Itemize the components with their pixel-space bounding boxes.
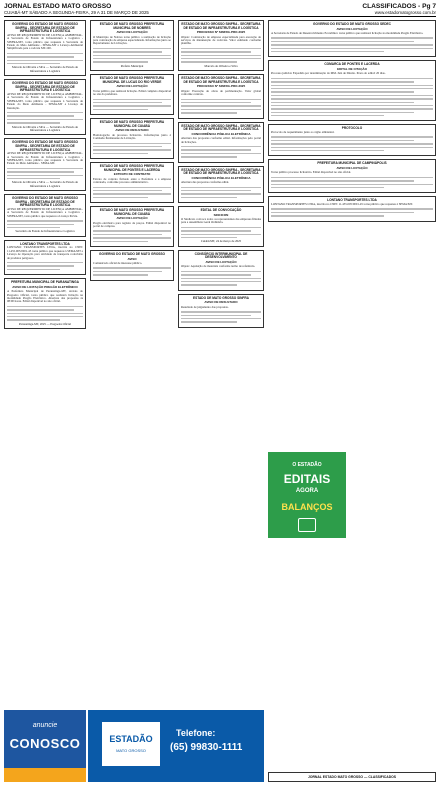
legal-notice xyxy=(4,20,86,76)
notice-subtitle: AVISO xyxy=(127,256,137,261)
telefone-number[interactable]: (65) 99830-1111 xyxy=(170,742,243,753)
notice-subtitle: AVISO DE LICITAÇÃO PREGÃO ELETRÔNICO xyxy=(12,284,78,289)
notice-title: ESTADO DE MATO GROSSO PREFEITURA MUNICIPAL DE LUCAS DO RIO VERDE xyxy=(99,76,165,84)
notice-subtitle: CONCORRÊNCIA PÚBLICA ELETRÔNICA xyxy=(191,175,251,180)
legal-notice xyxy=(90,206,174,247)
notice-text-lines xyxy=(271,208,433,216)
legal-notice xyxy=(4,138,86,191)
notice-subtitle: SINCICON xyxy=(213,212,229,217)
notice-body: Homologação de processo licitatório. Informações junto à Comissão Permanente de Licitação. xyxy=(93,132,171,141)
column-4 xyxy=(268,20,436,768)
notice-body: Abertura das propostas conforme edital. Informações pelo portal de licitações. xyxy=(181,136,261,144)
notice-signature: Paranatinga-MT, 2025 — Pregoeira Oficial xyxy=(18,321,71,326)
legal-notice xyxy=(4,240,86,275)
notice-body: Objeto: Execução de obras de pavimentação. Valor global conforme contrato. xyxy=(181,88,261,97)
notice-title: PROTOCOLO xyxy=(341,126,363,131)
notice-text-lines xyxy=(93,267,171,275)
notice-signature: Secretário de Estado de Infraestrutura e Logística xyxy=(15,229,75,234)
legal-notice xyxy=(178,166,264,204)
ad-anuncie-conosco[interactable] xyxy=(4,710,86,782)
ad-estadao-telefone[interactable] xyxy=(88,710,264,782)
notice-title: ESTADO DE MATO GROSSO PREFEITURA MUNICIPAL DE CUIABÁ xyxy=(99,120,165,128)
notice-body: LONTANO TRANSPORTES LTDA, inscrita no CNPJ: 11.455.005/0001-45 torna público que requereu à SEMA/MT a Licença de Operação para atividade de transporte rodoviário de produtos perigosos. xyxy=(7,245,83,260)
legal-notice xyxy=(178,122,264,163)
legal-notice xyxy=(90,20,174,71)
legal-notice xyxy=(4,194,86,237)
notice-signature: Cuiabá/MT, 24 de março de 2025 xyxy=(200,239,242,244)
notice-signature: Marcelo de Oliveira e Silva — Secretário de Estado de Infraestrutura e Logística xyxy=(12,180,78,188)
editais-line1: O ESTADÃO xyxy=(292,462,322,468)
legal-notice xyxy=(90,162,174,203)
notice-title: ESTADO DE MATO GROSSO SINFRA - SECRETARIA DE ESTADO DE INFRAESTRUTURA E LOGÍSTICA xyxy=(181,76,261,84)
ad-anuncie-line1: anuncie xyxy=(32,722,58,729)
notice-title: ESTADO DE MATO GROSSO SINFRA xyxy=(193,295,249,300)
notice-signature: Prefeito Municipal xyxy=(120,63,144,68)
notice-title: ESTADO DE MATO GROSSO SINFRA - SECRETARIA DE ESTADO DE INFRAESTRUTURA E LOGÍSTICA xyxy=(181,167,261,176)
legal-notice xyxy=(178,20,264,71)
notice-body: AVISO DE REQUERIMENTO DE LICENÇA AMBIENTAL. A Secretaria de Estado de Infraestrutura e Logística - SINFRA/MT, torna público que requereu à Secretaria de Estado do Meio Ambiente - SEMA-MT a Licença de Instalação. xyxy=(7,91,83,110)
notice-body: AVISO DE REQUERIMENTO DE LICENÇA AMBIENTAL. A Secretaria de Estado de Infraestrutura e Logística - SINFRA/MT, torna público que requereu a Licença Prévia. xyxy=(7,206,83,218)
notice-text-lines xyxy=(7,168,83,180)
notice-title: GOVERNO DO ESTADO DE MATO GROSSO SINFRA - SECRETARIA DE ESTADO DE INFRAESTRUTURA E LOGÍSTICA xyxy=(11,22,79,34)
notice-text-lines xyxy=(181,187,261,199)
notice-title: LONTANO TRANSPORTES LTDA xyxy=(20,241,70,246)
notice-text-lines xyxy=(7,306,83,321)
notice-subtitle: AVISO DE LICITAÇÃO xyxy=(205,260,237,265)
notice-body: Objeto: Aquisição de materiais conforme termo de referência. xyxy=(181,264,256,269)
notice-text-lines xyxy=(7,220,83,228)
notice-text-lines xyxy=(93,230,171,242)
legal-notice xyxy=(268,60,436,121)
notice-text-lines xyxy=(181,311,261,323)
notice-text-lines xyxy=(181,99,261,114)
notice-title: GOVERNO DO ESTADO DE MATO GROSSO xyxy=(98,252,166,257)
notice-subtitle: EDITAL DE CITAÇÃO xyxy=(337,66,367,71)
notice-subtitle: AVISO DE LICITAÇÃO xyxy=(116,216,148,221)
notice-title: GOVERNO DO ESTADO DE MATO GROSSO SEDEC xyxy=(313,22,391,26)
notice-body: Torna público processo licitatório. Edital disponível no site oficial. xyxy=(271,170,352,175)
notice-title: GOVERNO DO ESTADO DE MATO GROSSO SINFRA - SECRETARIA DE ESTADO DE INFRAESTRUTURA E LOGÍSTICA xyxy=(11,140,79,152)
notice-subtitle: AVISO DE RESULTADO xyxy=(204,300,238,305)
ad-stripe xyxy=(4,768,86,782)
notice-title: ESTADO DE MATO GROSSO PREFEITURA MUNICIPAL DE NOBRES xyxy=(99,22,165,30)
notice-text-lines xyxy=(93,187,171,199)
notice-subtitle: AVISO DE LICITAÇÃO xyxy=(116,30,148,35)
notice-signature: Marcelo de Oliveira e Silva xyxy=(204,63,238,68)
notice-subtitle: AVISO DE LICITAÇÃO xyxy=(116,84,148,89)
ad-anuncie-line2: CONOSCO xyxy=(9,736,81,751)
legal-notice xyxy=(178,74,264,118)
page-header xyxy=(4,3,436,17)
estadao-logo-sub: MATO GROSSO xyxy=(116,748,146,753)
notice-title: LONTANO TRANSPORTES LTDA xyxy=(327,198,377,203)
legal-notice xyxy=(4,278,86,329)
page-footer: JORNAL ESTADO MATO GROSSO — CLASSIFICADOS xyxy=(268,772,436,782)
notice-title: CONSÓRCIO INTERMUNICIPAL DE DESENVOLVIMENTO xyxy=(194,251,248,260)
notice-title: ESTADO DE MATO GROSSO SINFRA - SECRETARIA DE ESTADO DE INFRAESTRUTURA E LOGÍSTICA xyxy=(181,22,261,30)
notice-body: Pregão eletrônico para registro de preços. Edital disponível no portal de compras. xyxy=(93,220,171,229)
notice-text-lines xyxy=(93,48,171,63)
legal-notice xyxy=(4,79,86,135)
notice-body: AVISO DE REQUERIMENTO DE LICENÇA AMBIENTAL. A Secretaria de Estado de Infraestrutura e Logística - SINFRA/MT, torna público que requereu à Secretaria de Estado do Meio Ambiente - SEMA-MT. xyxy=(7,151,83,166)
website-link[interactable]: www.estadomatogrosso.com.br xyxy=(374,10,436,15)
notice-body: O Município de Nobres torna público a realização de licitação para contratação de empresa especializada. Informações junto ao Departamento de Licitações. xyxy=(93,34,171,46)
notice-title: ESTADO DE MATO GROSSO PREFEITURA MUNICIPAL DE CUIABÁ xyxy=(99,208,165,216)
notice-body: Protocolo de requerimento junto ao órgão ambiental. xyxy=(271,130,335,135)
notice-text-lines xyxy=(7,53,83,65)
editais-line3: AGORA xyxy=(295,488,319,494)
legal-notice xyxy=(268,124,436,156)
notice-title: GOVERNO DO ESTADO DE MATO GROSSO SINFRA - SECRETARIA DE ESTADO DE INFRAESTRUTURA E LOGÍSTICA xyxy=(11,196,79,208)
notice-signature: Marcelo de Oliveira e Silva — Secretário de Estado de Infraestrutura e Logística xyxy=(12,65,78,73)
legal-notice xyxy=(268,20,436,57)
notice-subtitle: PROCESSO Nº SINFRA-PRO-2025 xyxy=(196,30,246,35)
notice-title: ESTADO DE MATO GROSSO SINFRA - SECRETARIA DE ESTADO DE INFRAESTRUTURA E LOGÍSTICA xyxy=(181,123,261,132)
dateline: CUIABÁ-MT SÁBADO A SEGUNDA-FEIRA, 29 A 31 DE MARÇO DE 2025 xyxy=(4,10,149,15)
notice-body: Torna público que realizará licitação. Edital completo disponível no site da prefeitura. xyxy=(93,88,171,97)
estadao-logo-badge xyxy=(102,722,160,766)
notice-signature: Marcelo de Oliveira e Silva — Secretário de Estado de Infraestrutura e Logística xyxy=(12,124,78,132)
legal-notice xyxy=(178,250,264,291)
notice-body: Abertura das propostas conforme edital. xyxy=(181,180,230,185)
notice-body: AVISO DE REQUERIMENTO DE LICENÇA AMBIENTAL. A Secretaria de Estado de Infraestrutura e Logística - SINFRA/MT, torna público que requereu à Secretaria de Estado do Meio Ambiente - SEMA-MT a Licença Ambiental Simplificada para a rodovia MT-100. xyxy=(7,32,83,51)
notice-title: ESTADO DE MATO GROSSO PREFEITURA MUNICIPAL DE PONTES E LACERDA xyxy=(99,164,165,172)
notice-body: O Sindicato convoca todos os representantes das empresas filiadas para a Assembleia Geral Ordinária. xyxy=(181,217,261,225)
notice-title: PREFEITURA MUNICIPAL DE CAMPINÁPOLIS xyxy=(317,161,387,166)
notice-subtitle: EXTRATO DE CONTRATO xyxy=(113,172,151,177)
column-1 xyxy=(4,20,86,706)
notice-body: A Secretaria de Estado de Desenvolvimento Econômico torna público que realizará licitação na modalidade Pregão Eletrônico. xyxy=(271,31,424,35)
legal-notice xyxy=(90,118,174,159)
editais-line2: EDITAIS xyxy=(283,472,331,486)
notice-body: Extrato de contrato firmado entre a Prefeitura e a empresa contratada, conforme processo administrativo. xyxy=(93,176,171,185)
notice-text-lines xyxy=(271,78,433,117)
telefone-label: Telefone: xyxy=(176,728,216,738)
estadao-logo: ESTADÃO xyxy=(109,734,153,744)
notice-text-lines xyxy=(93,99,171,111)
legal-notice xyxy=(90,74,174,115)
notice-body: A Prefeitura Municipal de Paranatinga-MT, através do Pregoeiro Oficial, torna público que realizará licitação na modalidade Pregão Eletrônico. Abertura das propostas às 08:00 horas. Edital disponível no site oficial. xyxy=(7,289,83,304)
notice-subtitle: AVISO DE LICITAÇÃO xyxy=(336,26,368,31)
notice-text-lines xyxy=(93,143,171,155)
notice-title: GOVERNO DO ESTADO DE MATO GROSSO SINFRA - SECRETARIA DE ESTADO DE INFRAESTRUTURA E LOGÍSTICA xyxy=(11,81,79,93)
ad-editais-balancos[interactable] xyxy=(268,452,346,538)
notice-body: LONTANO TRANSPORTES LTDA, inscrita no CNPJ: 11.455.005/0001-45 torna público que requereu à SEMA/MT. xyxy=(271,201,413,206)
legal-notice xyxy=(268,196,436,221)
editais-line4: BALANÇOS xyxy=(281,502,333,512)
notice-body: Resultado de julgamento das propostas. xyxy=(181,304,229,309)
notice-title: EDITAL DE CONVOCAÇÃO xyxy=(200,208,242,213)
notice-title: COMARCA DE PONTES E LACERDA xyxy=(324,62,380,67)
notice-body: Objeto: Contratação de empresa especializada para execução de serviços de manutenção de rodovias. Valor estimado conforme planilha. xyxy=(181,34,261,46)
notice-subtitle: PROCESSO Nº SINFRA-PRO-2025 xyxy=(196,84,246,89)
notice-subtitle: AVISO DE RESULTADO xyxy=(115,128,149,133)
notice-text-lines xyxy=(7,112,83,124)
notice-title: PREFEITURA MUNICIPAL DE PARANATINGA xyxy=(11,280,79,285)
notice-body: Comunicado oficial de interesse público. xyxy=(93,261,143,266)
legal-notice xyxy=(268,159,436,193)
legal-notice xyxy=(178,206,264,247)
notice-text-lines xyxy=(181,227,261,239)
notice-text-lines xyxy=(181,146,261,158)
column-2 xyxy=(90,20,174,706)
notice-text-lines xyxy=(7,262,83,270)
notice-subtitle: AVISO DE LICITAÇÃO xyxy=(336,166,368,170)
notice-text-lines xyxy=(271,177,433,189)
notice-body: Processo judicial. Expedido por determinação do MM. Juiz de Direito. Prazo do edital: 20 dias. xyxy=(271,71,386,76)
notice-text-lines xyxy=(181,48,261,63)
column-3 xyxy=(178,20,264,710)
document-icon xyxy=(298,518,316,532)
notice-text-lines xyxy=(271,136,433,151)
notice-text-lines xyxy=(181,271,261,286)
section-title: CLASSIFICADOS - Pg 7 xyxy=(362,3,436,10)
legal-notice xyxy=(178,294,264,328)
notice-subtitle: CONCORRÊNCIA PÚBLICA ELETRÔNICA xyxy=(191,131,251,136)
paper-name: JORNAL ESTADO MATO GROSSO xyxy=(4,3,112,10)
legal-notice xyxy=(90,250,174,281)
notice-text-lines xyxy=(271,37,433,52)
